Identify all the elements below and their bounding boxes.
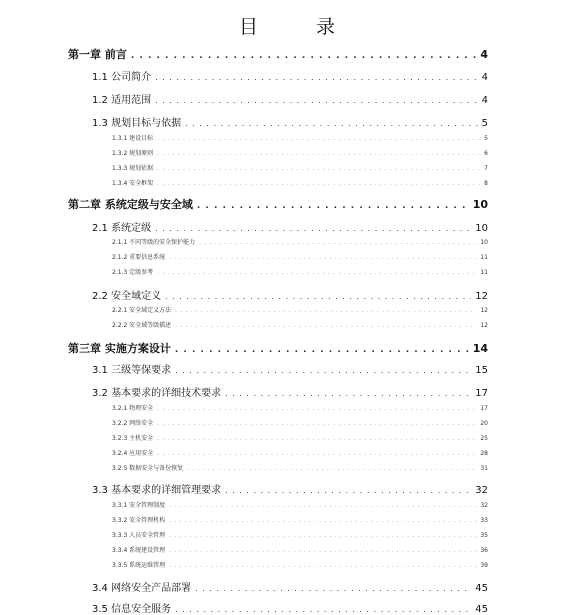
toc-page-number: 12 [480, 307, 488, 314]
toc-leader-dots [199, 240, 476, 246]
toc-page-number: 7 [484, 165, 488, 172]
toc-subsection-entry[interactable] [112, 320, 488, 329]
toc-entry-label: 3.2.1 物理安全 [112, 405, 154, 412]
toc-subsection-entry[interactable] [112, 433, 488, 442]
toc-entry-label: 2.1 系统定级 [92, 223, 152, 234]
toc-entry-label: 1.3.1 建设目标 [112, 135, 154, 142]
toc-section-entry[interactable] [92, 219, 488, 234]
toc-subsection-entry[interactable] [112, 463, 488, 472]
toc-page-number: 33 [480, 517, 488, 524]
toc-leader-dots [165, 292, 471, 301]
toc-entry-label: 3.3.3 人员安全管理 [112, 532, 166, 539]
toc-page-number: 11 [480, 254, 488, 261]
toc-section-entry[interactable] [92, 361, 488, 376]
toc-subsection-entry[interactable] [112, 267, 488, 276]
toc-leader-dots [157, 436, 476, 442]
toc-entry-label: 2.2 安全域定义 [92, 291, 162, 302]
toc-page-number: 45 [475, 604, 488, 615]
toc-page-number: 28 [480, 450, 488, 457]
toc-leader-dots [197, 201, 469, 211]
toc-subsection-entry[interactable] [112, 560, 488, 569]
toc-entry-label: 3.2.4 应用安全 [112, 450, 154, 457]
toc-page-number: 11 [480, 269, 488, 276]
toc-entry-label: 2.2.1 安全域定义方法 [112, 307, 172, 314]
toc-subsection-entry[interactable] [112, 305, 488, 314]
toc-entry-label: 3.3.4 系统建设管理 [112, 547, 166, 554]
toc-leader-dots [157, 136, 480, 142]
toc-entry-label: 3.2.2 网络安全 [112, 420, 154, 427]
toc-leader-dots [187, 466, 476, 472]
toc-page-number: 32 [480, 502, 488, 509]
toc-page-number: 5 [484, 135, 488, 142]
toc-page-number: 10 [480, 239, 488, 246]
toc-chapter-entry[interactable] [68, 46, 488, 62]
toc-subsection-entry[interactable] [112, 448, 488, 457]
toc-page-number: 10 [472, 198, 488, 211]
toc-leader-dots [169, 255, 476, 261]
toc-leader-dots [175, 345, 469, 355]
toc-entry-label: 3.2.5 数据安全与备份恢复 [112, 465, 184, 472]
toc-page-number: 31 [480, 465, 488, 472]
toc-leader-dots [175, 366, 471, 375]
toc-leader-dots [185, 119, 478, 128]
toc-entry-label: 3.4 网络安全产品部署 [92, 583, 192, 594]
toc-section-entry[interactable] [92, 481, 488, 496]
toc-entry-label: 第三章 实施方案设计 [68, 342, 171, 355]
toc-page-number: 4 [480, 48, 488, 61]
toc-section-entry[interactable] [92, 91, 488, 106]
toc-entry-label: 2.1.1 不同等级的安全保护能力 [112, 239, 196, 246]
toc-leader-dots [157, 421, 476, 427]
toc-entry-label: 3.3 基本要求的详细管理要求 [92, 485, 222, 496]
toc-page-number: 12 [480, 322, 488, 329]
toc-leader-dots [169, 503, 476, 509]
toc-entry-label: 1.2 适用范围 [92, 95, 152, 106]
toc-leader-dots [169, 533, 476, 539]
toc-page-number: 8 [484, 180, 488, 187]
toc-page-number: 6 [484, 150, 488, 157]
toc-leader-dots [225, 389, 471, 398]
toc-page-number: 35 [480, 532, 488, 539]
toc-leader-dots [169, 563, 476, 569]
toc-subsection-entry[interactable] [112, 237, 488, 246]
toc-entry-label: 2.2.2 安全域等级描述 [112, 322, 172, 329]
toc-subsection-entry[interactable] [112, 500, 488, 509]
toc-entry-label: 3.3.5 系统运维管理 [112, 562, 166, 569]
toc-subsection-entry[interactable] [112, 178, 488, 187]
toc-section-entry[interactable] [92, 579, 488, 594]
toc-entry-label: 3.2 基本要求的详细技术要求 [92, 388, 222, 399]
toc-leader-dots [169, 518, 476, 524]
toc-leader-dots [175, 323, 476, 329]
toc-page-number: 25 [480, 435, 488, 442]
toc-subsection-entry[interactable] [112, 252, 488, 261]
toc-subsection-entry[interactable] [112, 163, 488, 172]
toc-leader-dots [157, 151, 480, 157]
toc-entry-label: 1.3.4 安全框架 [112, 180, 154, 187]
toc-subsection-entry[interactable] [112, 133, 488, 142]
toc-page-number: 39 [480, 562, 488, 569]
toc-leader-dots [225, 486, 471, 495]
toc-entry-label: 3.3.2 安全管理机构 [112, 517, 166, 524]
toc-chapter-entry[interactable] [68, 196, 488, 212]
toc-leader-dots [157, 270, 476, 276]
toc-title: 目 录 [238, 16, 362, 38]
toc-leader-dots [169, 548, 476, 554]
toc-subsection-entry[interactable] [112, 530, 488, 539]
toc-subsection-entry[interactable] [112, 403, 488, 412]
toc-leader-dots [157, 181, 480, 187]
toc-section-entry[interactable] [92, 287, 488, 302]
toc-leader-dots [155, 73, 478, 82]
toc-entry-label: 2.1.2 重要信息系统 [112, 254, 166, 261]
toc-page-number: 20 [480, 420, 488, 427]
toc-leader-dots [131, 51, 477, 61]
toc-leader-dots [155, 224, 471, 233]
toc-page-number: 32 [475, 485, 488, 496]
toc-leader-dots [155, 96, 478, 105]
toc-section-entry[interactable] [92, 68, 488, 83]
toc-entry-label: 1.3 规划目标与依据 [92, 118, 182, 129]
toc-page-number: 10 [475, 223, 488, 234]
toc-entry-label: 3.2.3 主机安全 [112, 435, 154, 442]
toc-entry-label: 1.3.3 规划依据 [112, 165, 154, 172]
toc-entry-label: 3.5 信息安全服务 [92, 604, 172, 615]
toc-entry-label: 2.1.3 定级参考 [112, 269, 154, 276]
toc-page-number: 15 [475, 365, 488, 376]
toc-entry-label: 第二章 系统定级与安全域 [68, 198, 193, 211]
toc-leader-dots [175, 308, 476, 314]
toc-leader-dots [195, 584, 471, 593]
toc-entry-label: 1.3.2 规划原则 [112, 150, 154, 157]
toc-leader-dots [157, 406, 476, 412]
toc-page-number: 17 [475, 388, 488, 399]
toc-entry-label: 3.1 三级等保要求 [92, 365, 172, 376]
toc-page-number: 45 [475, 583, 488, 594]
toc-page-number: 5 [481, 118, 488, 129]
toc-entry-label: 3.3.1 安全管理制度 [112, 502, 166, 509]
toc-subsection-entry[interactable] [112, 545, 488, 554]
toc-page-number: 4 [481, 95, 488, 106]
toc-page-number: 4 [481, 72, 488, 83]
toc-entry-label: 第一章 前言 [68, 48, 127, 61]
toc-page-number: 12 [475, 291, 488, 302]
toc-page-number: 36 [480, 547, 488, 554]
toc-subsection-entry[interactable] [112, 418, 488, 427]
toc-section-entry[interactable] [92, 384, 488, 399]
toc-subsection-entry[interactable] [112, 148, 488, 157]
toc-section-entry[interactable] [92, 600, 488, 615]
toc-page-number: 17 [480, 405, 488, 412]
toc-section-entry[interactable] [92, 114, 488, 129]
toc-leader-dots [157, 166, 480, 172]
toc-entry-label: 1.1 公司简介 [92, 72, 152, 83]
toc-leader-dots [157, 451, 476, 457]
toc-chapter-entry[interactable] [68, 340, 488, 356]
toc-page-number: 14 [472, 342, 488, 355]
toc-subsection-entry[interactable] [112, 515, 488, 524]
